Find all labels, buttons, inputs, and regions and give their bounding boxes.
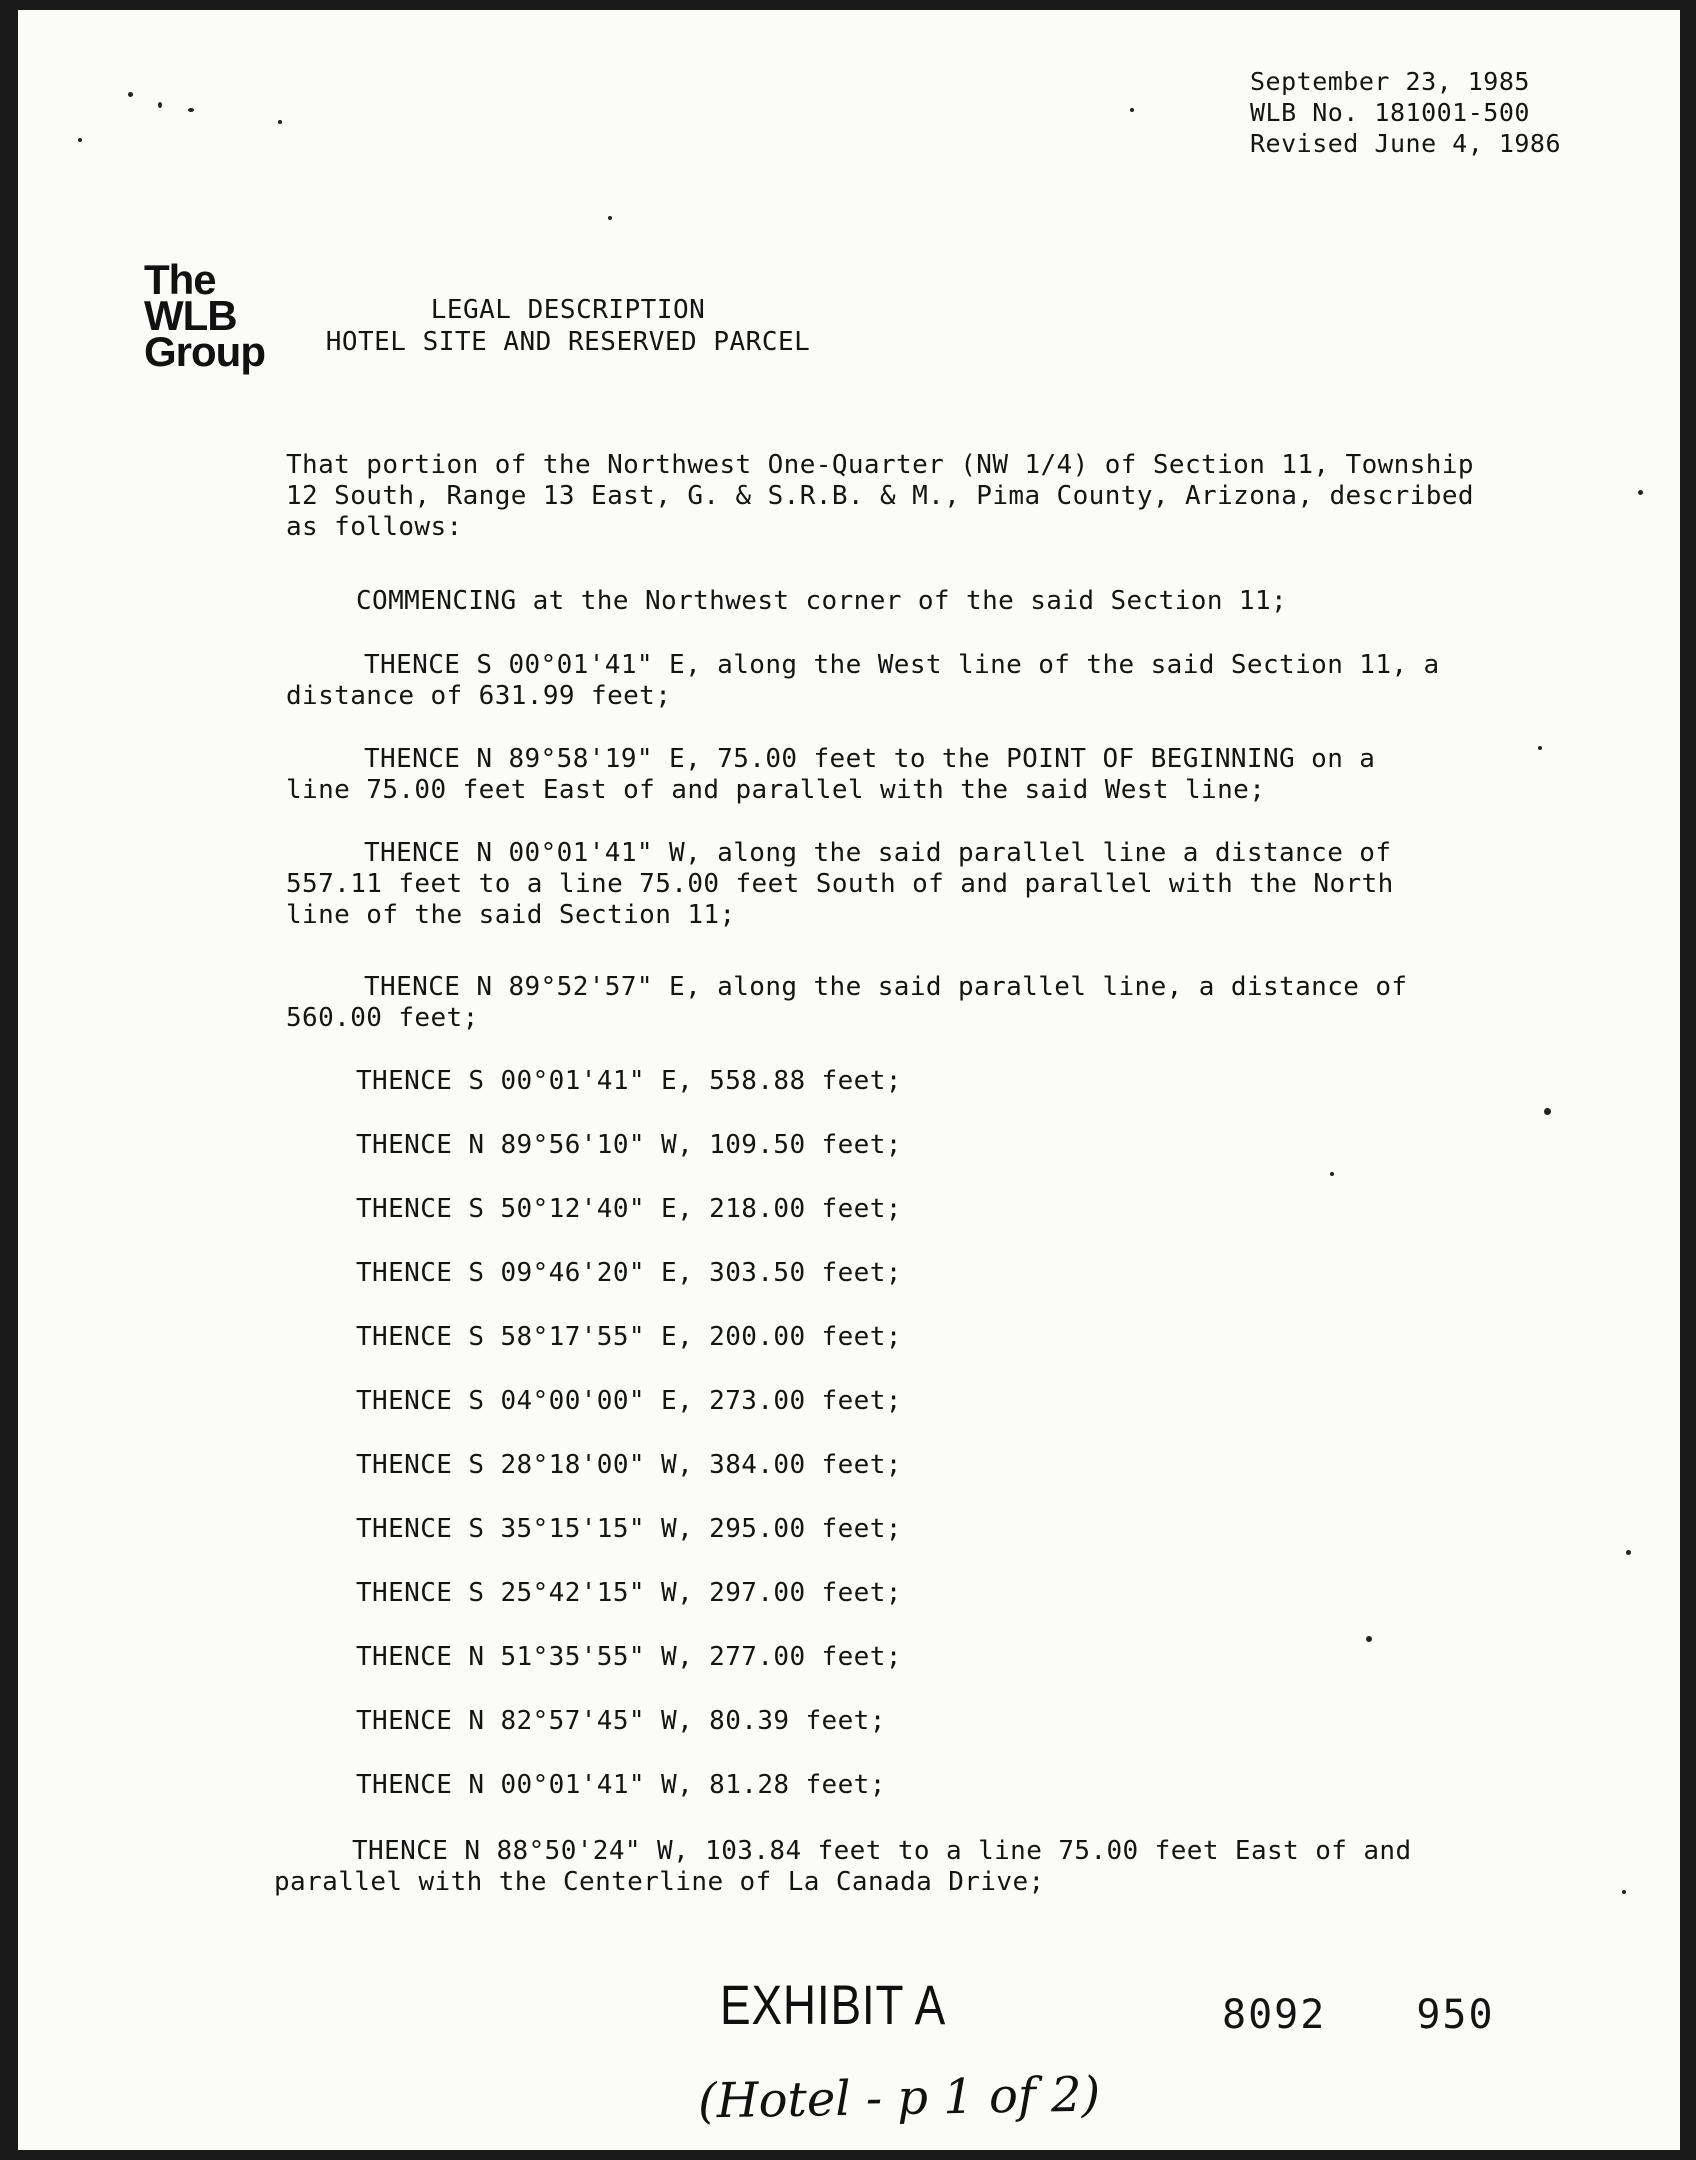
scan-speck <box>128 92 133 97</box>
intro-paragraph <box>286 450 1516 543</box>
call-line: THENCE N 00°01'41" W, 81.28 feet; <box>356 1770 886 1800</box>
call-line: THENCE S 35°15'15" W, 295.00 feet; <box>356 1514 902 1544</box>
thence-paragraph-4 <box>286 972 1516 1034</box>
scan-speck <box>1538 746 1542 750</box>
book-number: 8092 <box>1222 1992 1327 2038</box>
handwritten-note: (Hotel - p 1 of 2) <box>697 2066 1101 2130</box>
call-line: THENCE S 28°18'00" W, 384.00 feet; <box>356 1450 902 1480</box>
scan-speck <box>1626 1550 1631 1555</box>
paragraph-line: line 75.00 feet East of and parallel with the said West line; <box>286 775 1266 805</box>
call-line: THENCE S 58°17'55" E, 200.00 feet; <box>356 1322 902 1352</box>
thence-paragraph-last <box>274 1836 1504 1898</box>
scan-speck <box>1622 1890 1626 1894</box>
scan-speck <box>188 108 194 112</box>
call-line: THENCE N 51°35'55" W, 277.00 feet; <box>356 1642 902 1672</box>
thence-paragraph-3 <box>286 838 1516 931</box>
call-line: THENCE S 09°46'20" E, 303.50 feet; <box>356 1258 902 1288</box>
scan-speck <box>608 216 612 220</box>
call-line: THENCE S 25°42'15" W, 297.00 feet; <box>356 1578 902 1608</box>
scan-speck <box>1130 108 1134 112</box>
scan-speck <box>158 102 162 108</box>
title-line-2: HOTEL SITE AND RESERVED PARCEL <box>325 327 811 357</box>
call-line: THENCE S 50°12'40" E, 218.00 feet; <box>356 1194 902 1224</box>
revised-date: Revised June 4, 1986 <box>1250 129 1562 158</box>
paragraph-line: THENCE N 00°01'41" W, along the said parallel line a distance of <box>364 838 1392 868</box>
scan-speck <box>1638 490 1643 495</box>
call-line: THENCE S 00°01'41" E, 558.88 feet; <box>356 1066 902 1096</box>
thence-paragraph-2 <box>286 744 1516 806</box>
scan-speck <box>1366 1636 1372 1642</box>
intro-line: That portion of the Northwest One-Quarter (NW 1/4) of Section 11, Township <box>286 450 1474 480</box>
call-line: THENCE N 89°56'10" W, 109.50 feet; <box>356 1130 902 1160</box>
paragraph-line: line of the said Section 11; <box>286 900 736 930</box>
intro-line: as follows: <box>286 512 463 542</box>
paragraph-line: THENCE N 89°52'57" E, along the said parallel line, a distance of <box>364 972 1408 1002</box>
wlb-number: WLB No. 181001-500 <box>1250 98 1530 127</box>
scan-speck <box>278 120 282 124</box>
scan-speck <box>1544 1108 1551 1115</box>
paragraph-line: THENCE S 00°01'41" E, along the West line of the said Section 11, a <box>364 650 1440 680</box>
logo-line-wlb: WLB <box>144 292 237 339</box>
document-date: September 23, 1985 <box>1250 67 1530 96</box>
intro-line: 12 South, Range 13 East, G. & S.R.B. & M., Pima County, Arizona, described <box>286 481 1474 511</box>
call-line: THENCE N 82°57'45" W, 80.39 feet; <box>356 1706 886 1736</box>
commencing-paragraph: COMMENCING at the Northwest corner of the said Section 11; <box>356 586 1288 616</box>
paragraph-line: THENCE N 89°58'19" E, 75.00 feet to the POINT OF BEGINNING on a <box>364 744 1376 774</box>
paragraph-line: distance of 631.99 feet; <box>286 681 672 711</box>
logo-line-group: Group <box>144 328 265 375</box>
exhibit-label: EXHIBIT A <box>720 1973 947 2036</box>
document-title <box>18 294 1118 358</box>
paragraph-line: THENCE N 88°50'24" W, 103.84 feet to a line 75.00 feet East of and <box>352 1836 1412 1866</box>
paragraph-line: 557.11 feet to a line 75.00 feet South of and parallel with the North <box>286 869 1394 899</box>
scan-speck <box>78 138 82 142</box>
document-page <box>18 10 1680 2150</box>
thence-paragraph-1 <box>286 650 1516 712</box>
logo-line-the: The <box>144 256 216 303</box>
call-line: THENCE S 04°00'00" E, 273.00 feet; <box>356 1386 902 1416</box>
title-line-1: LEGAL DESCRIPTION <box>430 295 706 325</box>
recording-numbers <box>1222 1992 1585 2038</box>
document-header-meta <box>1250 66 1561 159</box>
scan-speck <box>1330 1172 1334 1176</box>
page-number: 950 <box>1416 1992 1495 2038</box>
paragraph-line: 560.00 feet; <box>286 1003 479 1033</box>
paragraph-line: parallel with the Centerline of La Canada Drive; <box>274 1867 1045 1897</box>
